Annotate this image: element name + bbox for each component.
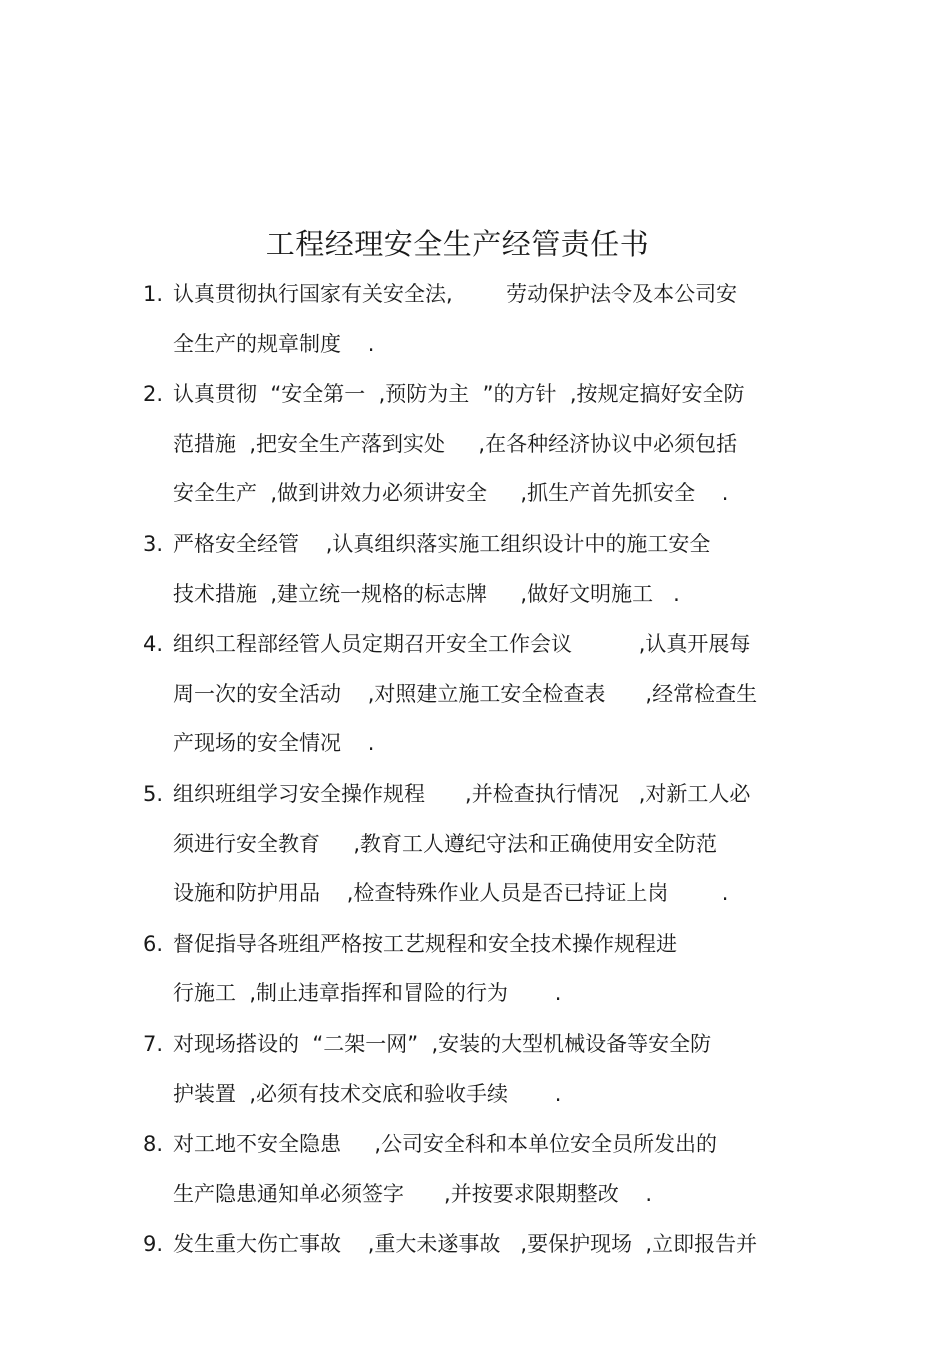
clause-7	[143, 1020, 803, 1119]
clause-text-line: 须进行安全教育 ,教育工人遵纪守法和正确使用安全防范	[173, 831, 718, 856]
clause-number: 7.	[143, 1031, 164, 1056]
clause-number: 9.	[143, 1232, 164, 1257]
clause-number: 1.	[143, 282, 164, 306]
clause-text-line: 认真贯彻 “安全第一 ,预防为主 ”的方针 ,按规定搞好安全防	[173, 382, 745, 407]
clause-text-line: 发生重大伤亡事故 ,重大未遂事故 ,要保护现场 ,立即报告并	[173, 1232, 758, 1257]
clause-1	[143, 270, 803, 369]
clause-5	[143, 770, 803, 919]
clause-9	[143, 1220, 803, 1270]
clause-number: 8.	[143, 1132, 164, 1157]
document-title: 工程经理安全生产经管责任书	[265, 227, 650, 261]
clause-number: 2.	[143, 382, 164, 407]
clause-6	[143, 920, 803, 1019]
clause-number: 6.	[143, 931, 164, 956]
clause-text-line: 严格安全经管 ,认真组织落实施工组织设计中的施工安全	[173, 531, 711, 556]
clause-3	[143, 520, 803, 619]
clause-text-line: 生产隐患通知单必须签字 ,并按要求限期整改 .	[173, 1181, 653, 1206]
clause-text-line: 范措施 ,把安全生产落到实处 ,在各种经济协议中必须包括	[173, 431, 738, 456]
clause-2	[143, 370, 803, 519]
clause-text-line: 组织班组学习安全操作规程 ,并检查执行情况 ,对新工人必	[173, 781, 751, 806]
clause-text-line: 督促指导各班组严格按工艺规程和安全技术操作规程进	[173, 931, 677, 956]
clause-text-line: 组织工程部经管人员定期召开安全工作会议 ,认真开展每	[173, 632, 751, 657]
clause-text-line: 安全生产 ,做到讲效力必须讲安全 ,抓生产首先抓安全 .	[173, 481, 729, 506]
clause-text-line: 护装置 ,必须有技术交底和验收手续 .	[173, 1081, 562, 1106]
clause-number: 4.	[143, 632, 164, 657]
clause-4	[143, 620, 803, 769]
clause-text-line: 全生产的规章制度 .	[173, 331, 375, 356]
clause-text-line: 设施和防护用品 ,检查特殊作业人员是否已持证上岗 .	[173, 881, 729, 906]
clause-number: 5.	[143, 781, 164, 806]
clause-list	[143, 270, 803, 1271]
clause-text-line: 对现场搭设的 “二架一网” ,安装的大型机械设备等安全防	[173, 1031, 712, 1056]
clause-text-line: 认真贯彻执行国家有关安全法, 劳动保护法令及本公司安	[173, 282, 738, 306]
clause-8	[143, 1120, 803, 1219]
clause-text-line: 周一次的安全活动 ,对照建立施工安全检查表 ,经常检查生	[173, 681, 758, 706]
clause-text-line: 对工地不安全隐患 ,公司安全科和本单位安全员所发出的	[173, 1132, 718, 1157]
clause-text-line: 技术措施 ,建立统一规格的标志牌 ,做好文明施工 .	[173, 581, 680, 606]
clause-number: 3.	[143, 531, 164, 556]
clause-text-line: 行施工 ,制止违章指挥和冒险的行为 .	[173, 981, 562, 1006]
clause-text-line: 产现场的安全情况 .	[173, 731, 375, 756]
